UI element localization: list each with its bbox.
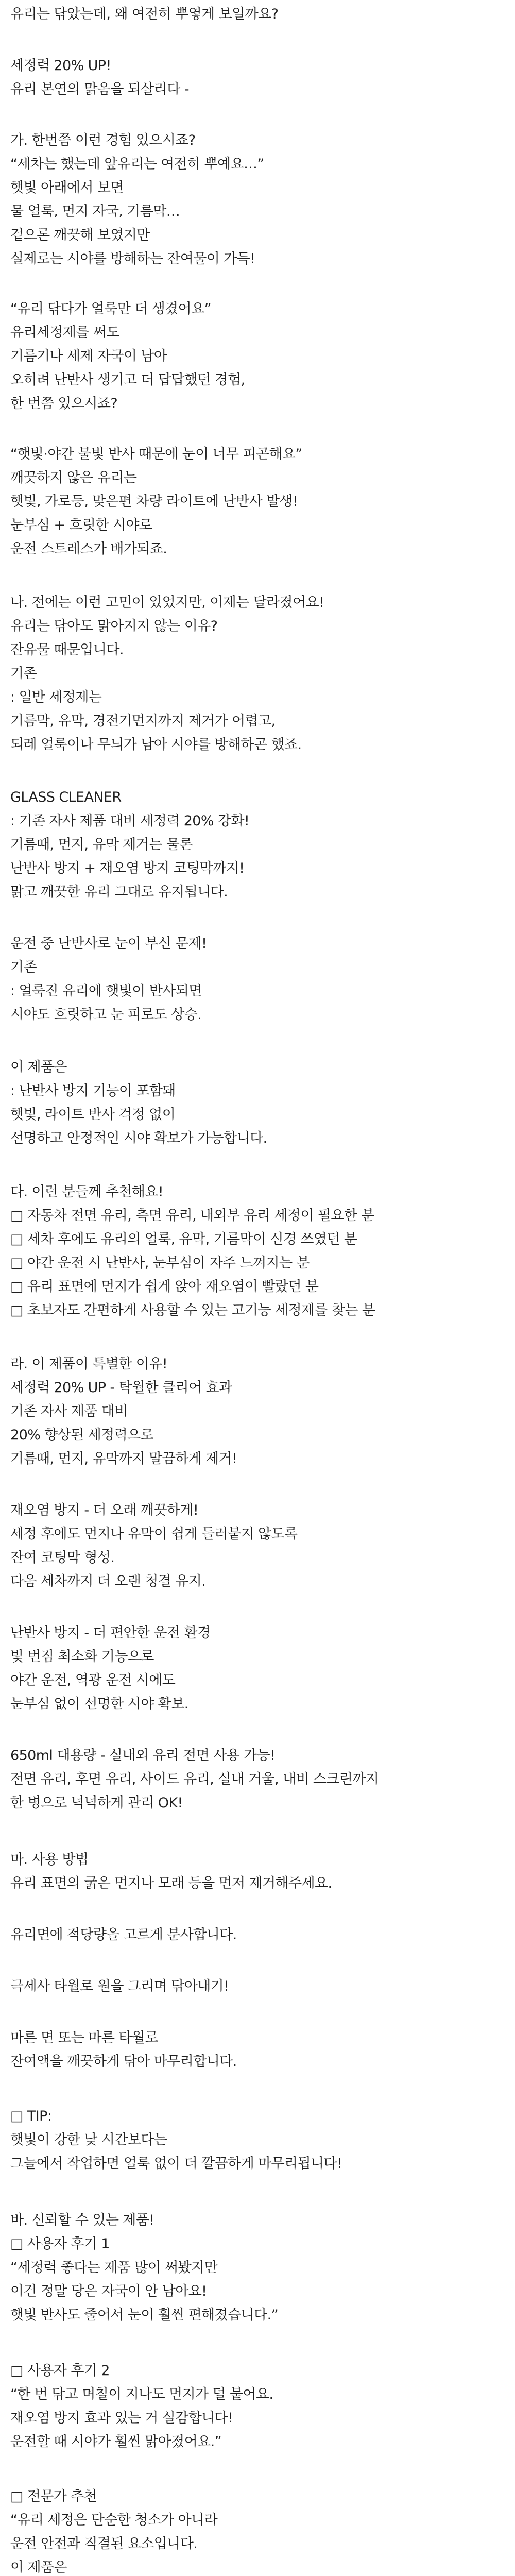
text-line: 난반사 방지 - 더 편안한 운전 환경: [10, 1625, 211, 1641]
text-line: 이건 정말 당은 자국이 안 남아요!: [10, 2283, 207, 2299]
text-line: 운전 안전과 직결된 요소입니다.: [10, 2536, 198, 2552]
text-line: 기름막, 유막, 경전기먼지까지 제거가 어렵고,: [10, 713, 276, 729]
text-line: 잔여액을 깨끗하게 닦아 마무리합니다.: [10, 2054, 237, 2070]
text-line: 기름때, 먼지, 유막까지 말끔하게 제거!: [10, 1451, 237, 1467]
text-line: 이 제품은: [10, 1059, 67, 1075]
text-line: 겉으론 깨끗해 보였지만: [10, 227, 150, 243]
text-line: 마. 사용 방법: [10, 1852, 89, 1868]
text-line: 햇빛이 강한 낮 시간보다는: [10, 2132, 167, 2148]
text-line: 야간 운전, 역광 운전 시에도: [10, 1672, 176, 1688]
text-line: 650ml 대용량 - 실내외 유리 전면 사용 가능!: [10, 1748, 276, 1764]
text-line: □ 사용자 후기 2: [10, 2363, 110, 2379]
text-line: 유리 표면의 굵은 먼지나 모래 등을 먼저 제거해주세요.: [10, 1875, 332, 1891]
text-line: 난반사 방지 + 재오염 방지 코팅막까지!: [10, 860, 245, 876]
text-line: □ 전문가 추천: [10, 2488, 97, 2504]
text-line: 유리는 닦아도 맑아지지 않는 이유?: [10, 618, 218, 634]
text-line: 재오염 방지 - 더 오래 깨끗하게!: [10, 1502, 199, 1518]
text-line: 세정력 20% UP!: [10, 58, 111, 74]
text-line: 기존: [10, 959, 37, 975]
text-line: “한 번 닦고 며칠이 지나도 먼지가 덜 붙어요.: [10, 2386, 273, 2402]
text-line: 햇빛, 가로등, 맞은편 차량 라이트에 난반사 발생!: [10, 494, 298, 510]
text-line: 바. 신뢰할 수 있는 제품!: [10, 2212, 154, 2228]
text-line: 운전 스트레스가 배가되죠.: [10, 541, 167, 557]
text-line: 유리면에 적당량을 고르게 분사합니다.: [10, 1927, 237, 1943]
text-line: □ 유리 표면에 먼지가 쉽게 앉아 재오염이 빨랐던 분: [10, 1279, 319, 1295]
text-line: 이 제품은: [10, 2560, 67, 2575]
text-line: 나. 전에는 이런 고민이 있었지만, 이제는 달라졌어요!: [10, 595, 324, 611]
text-line: 기름때, 먼지, 유막 제거는 물론: [10, 837, 193, 853]
text-line: 유리 본연의 맑음을 되살리다 -: [10, 81, 189, 97]
text-line: 잔유물 때문입니다.: [10, 642, 124, 658]
text-line: : 얼룩진 유리에 햇빛이 반사되면: [10, 983, 202, 999]
text-line: 기존: [10, 666, 37, 682]
text-line: : 일반 세정제는: [10, 689, 102, 705]
text-line: 극세사 타월로 원을 그리며 닦아내기!: [10, 1978, 229, 1994]
text-line: 마른 면 또는 마른 타월로: [10, 2030, 158, 2046]
text-line: 눈부심 + 흐릿한 시야로: [10, 517, 152, 533]
text-line: 한 병으로 넉넉하게 관리 OK!: [10, 1795, 183, 1811]
text-line: 다음 세차까지 더 오랜 청결 유지.: [10, 1573, 206, 1589]
text-line: 실제로는 시야를 방해하는 잔여물이 가득!: [10, 251, 255, 267]
text-line: 햇빛 반사도 줄어서 눈이 훨씬 편해졌습니다.”: [10, 2307, 278, 2323]
text-line: □ 자동차 전면 유리, 측면 유리, 내외부 유리 세정이 필요한 분: [10, 1208, 374, 1224]
text-line: “유리 닦다가 얼룩만 더 생겼어요”: [10, 301, 211, 317]
text-line: 깨끗하지 않은 유리는: [10, 470, 137, 486]
text-line: 세정 후에도 먼지나 유막이 쉽게 들러붙지 않도록: [10, 1526, 298, 1542]
text-line: 유리세정제를 써도: [10, 325, 119, 341]
text-line: □ 야간 운전 시 난반사, 눈부심이 자주 느껴지는 분: [10, 1255, 310, 1271]
text-line: GLASS CLEANER: [10, 789, 122, 805]
text-line: 햇빛, 라이트 반사 걱정 없이: [10, 1107, 176, 1123]
text-line: : 난반사 방지 기능이 포함돼: [10, 1083, 176, 1099]
text-line: 라. 이 제품이 특별한 이유!: [10, 1356, 167, 1372]
text-line: 가. 한번쯤 이런 경험 있으시죠?: [10, 132, 196, 148]
text-line: 햇빛 아래에서 보면: [10, 180, 124, 196]
text-line: : 기존 자사 제품 대비 세정력 20% 강화!: [10, 813, 250, 829]
text-line: 오히려 난반사 생기고 더 답답했던 경험,: [10, 372, 245, 388]
text-line: “유리 세정은 단순한 청소가 아니라: [10, 2512, 218, 2528]
text-line: 그늘에서 작업하면 얼룩 없이 더 깔끔하게 마무리됩니다!: [10, 2156, 342, 2172]
text-line: 시야도 흐릿하고 눈 피로도 상승.: [10, 1007, 202, 1023]
text-line: 운전 중 난반사로 눈이 부신 문제!: [10, 936, 207, 952]
text-line: 물 얼룩, 먼지 자국, 기름막…: [10, 204, 180, 219]
text-line: 20% 향상된 세정력으로: [10, 1427, 154, 1443]
text-line: □ TIP:: [10, 2108, 52, 2124]
text-line: “세차는 했는데 앞유리는 여전히 뿌예요…”: [10, 156, 264, 172]
text-line: 유리는 닦았는데, 왜 여전히 뿌옇게 보일까요?: [10, 6, 279, 22]
text-line: 잔여 코팅막 형성.: [10, 1550, 115, 1566]
text-line: 기존 자사 제품 대비: [10, 1403, 128, 1419]
text-line: 기름기나 세제 자국이 남아: [10, 348, 167, 364]
text-line: 세정력 20% UP - 탁월한 클리어 효과: [10, 1380, 232, 1396]
text-line: □ 사용자 후기 1: [10, 2236, 110, 2252]
text-line: “세정력 좋다는 제품 많이 써봤지만: [10, 2260, 218, 2276]
text-line: 되레 얼룩이나 무늬가 남아 시야를 방해하곤 했죠.: [10, 737, 302, 753]
text-line: 맑고 깨끗한 유리 그대로 유지됩니다.: [10, 884, 228, 900]
text-line: 운전할 때 시야가 훨씬 맑아졌어요.”: [10, 2434, 222, 2450]
text-line: “햇빛·야간 불빛 반사 때문에 눈이 너무 피곤해요”: [10, 446, 302, 462]
text-line: 재오염 방지 효과 있는 거 실감합니다!: [10, 2410, 233, 2426]
text-line: 선명하고 안정적인 시야 확보가 가능합니다.: [10, 1130, 267, 1146]
text-line: 전면 유리, 후면 유리, 사이드 유리, 실내 거울, 내비 스크린까지: [10, 1771, 379, 1787]
text-line: 한 번쯤 있으시죠?: [10, 396, 118, 412]
text-line: □ 세차 후에도 유리의 얼룩, 유막, 기름막이 신경 쓰였던 분: [10, 1231, 357, 1247]
text-line: 다. 이런 분들께 추천해요!: [10, 1184, 163, 1200]
text-line: 빛 번짐 최소화 기능으로: [10, 1649, 154, 1665]
text-line: 눈부심 없이 선명한 시야 확보.: [10, 1696, 188, 1712]
text-line: □ 초보자도 간편하게 사용할 수 있는 고기능 세정제를 찾는 분: [10, 1302, 375, 1318]
